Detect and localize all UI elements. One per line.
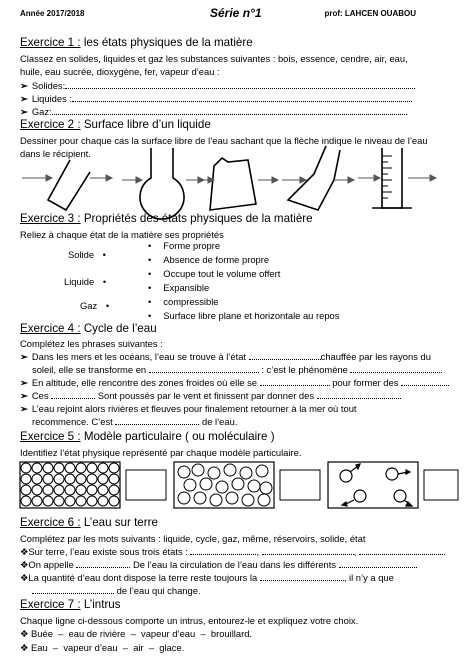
particle — [258, 494, 270, 506]
page-title: Série n°1 — [210, 6, 262, 20]
particle — [76, 474, 86, 484]
arrow-bullet-icon: ➢ — [20, 390, 28, 401]
answer-blank[interactable] — [51, 390, 95, 399]
particle — [178, 492, 190, 504]
answer-blank[interactable] — [76, 559, 130, 568]
arrow-bullet-icon: ➢ — [20, 80, 28, 91]
particle — [76, 496, 86, 506]
arrow-bullet-icon: ➢ — [20, 106, 28, 117]
ex5-number: Exercice 5 : — [20, 430, 81, 443]
answer-box[interactable] — [126, 470, 166, 500]
ex7-word[interactable]: brouillard. — [210, 628, 253, 639]
answer-blank[interactable] — [401, 377, 449, 386]
particle — [54, 474, 64, 484]
particle — [32, 496, 42, 506]
particle — [208, 467, 220, 479]
tilted-beaker-icon — [48, 160, 90, 210]
particle — [43, 474, 53, 484]
ex7-word[interactable]: vapeur d’eau — [63, 642, 118, 653]
particle — [256, 465, 268, 477]
ex1-solides-label: Solides: — [31, 80, 66, 91]
particle — [21, 496, 31, 506]
school-year: Année 2017/2018 — [20, 9, 85, 18]
ex6-instruction: Complétez par les mots suivants : liquide, cycle, gaz, même, réservoirs, solide, état — [20, 533, 366, 544]
particle — [43, 485, 53, 495]
answer-blank[interactable] — [317, 390, 401, 399]
ex7-word[interactable]: vapeur d’eau — [141, 628, 196, 639]
particle — [109, 463, 119, 473]
ex6-line-4: de l’eau qui change. — [32, 585, 201, 596]
particle — [240, 467, 252, 479]
ex7-word[interactable]: eau de rivière — [68, 628, 126, 639]
particle — [260, 482, 272, 494]
answer-blank[interactable] — [72, 93, 412, 102]
gas-model-box — [328, 462, 418, 508]
ex1-number: Exercice 1 : — [20, 36, 81, 49]
level-arrow-icon — [282, 177, 354, 183]
ex4-title: Cycle de l’eau — [83, 322, 157, 335]
ex5-title: Modèle particulaire ( ou moléculaire ) — [83, 430, 275, 443]
diamond-bullet-icon: ❖ — [20, 628, 29, 639]
ex4-line-5: ➢ L’eau rejoint alors rivières et fleuves pour finalement retourner à la mer où tout — [20, 403, 357, 414]
particle — [194, 492, 206, 504]
ex7-word[interactable]: glace. — [159, 642, 185, 653]
answer-blank[interactable] — [350, 364, 442, 373]
ex5-particle-models — [20, 460, 458, 512]
ex4-line-2: soleil, elle se transforme en : c’est le phénomène — [32, 364, 442, 375]
particle — [21, 474, 31, 484]
state-solide: Solide • — [68, 249, 106, 260]
teacher-name: prof: LAHCEN OUABOU — [324, 9, 416, 18]
ex1-heading — [20, 36, 253, 50]
particle — [98, 485, 108, 495]
level-arrow-icon — [196, 177, 278, 183]
particle — [109, 485, 119, 495]
ex1-instruction-1: Classez en solides, liquides et gaz les substances suivantes : bois, essence, cendre, air, eau, — [20, 53, 408, 64]
ex6-line-1: ❖Sur terre, l’eau existe sous trois états : , , — [20, 546, 445, 557]
ex5-instruction: Identifiez l’état physique représenté par chaque modèle particulaire. — [20, 447, 302, 458]
ex4-line-3: ➢ En altitude, elle rencontre des zones froides où elle se pour former des — [20, 377, 449, 388]
answer-blank[interactable] — [359, 546, 445, 555]
ex6-line-3: ❖La quantité d’eau dont dispose la terre reste toujours la , il n’y a que — [20, 572, 394, 583]
answer-blank[interactable] — [65, 80, 415, 89]
particle — [76, 485, 86, 495]
header — [20, 6, 454, 22]
diamond-bullet-icon: ❖ — [20, 546, 29, 557]
level-arrow-icon — [122, 177, 204, 183]
ex4-line-4: ➢ Ces Sont poussés par le vent et finissent par donner des — [20, 390, 401, 401]
answer-box[interactable] — [424, 470, 458, 500]
state-gaz: Gaz • — [80, 300, 110, 311]
round-flask-icon — [140, 148, 184, 219]
answer-blank[interactable] — [32, 585, 114, 594]
particle — [192, 464, 204, 476]
ex2-containers-figure — [18, 140, 458, 212]
particle — [98, 496, 108, 506]
particle — [54, 485, 64, 495]
ex1-instruction-2: huile, eau sucrée, dioxygène, fer, vapeur d’eau : — [20, 66, 220, 77]
arrow-bullet-icon: ➢ — [20, 403, 28, 414]
tilted-bottle-icon — [210, 158, 256, 210]
solid-particles — [21, 463, 119, 506]
ex6-number: Exercice 6 : — [20, 516, 81, 529]
particle — [54, 463, 64, 473]
particle — [43, 496, 53, 506]
prop-5: • compressible — [148, 296, 219, 307]
particle — [21, 463, 31, 473]
particle — [232, 478, 244, 490]
ex7-row-1: ❖ Buée – eau de rivière – vapeur d’eau – brouillard. — [20, 628, 253, 639]
ex7-number: Exercice 7 : — [20, 598, 81, 611]
ex1-liquides-line — [20, 93, 460, 104]
ex3-number: Exercice 3 : — [20, 212, 81, 225]
ex6-line-2: ❖On appelle De l’eau la circulation de l’eau dans les différents — [20, 559, 417, 570]
answer-blank[interactable] — [52, 106, 407, 115]
particle — [65, 485, 75, 495]
ex3-instruction: Reliez à chaque état de la matière ses propriétés — [20, 229, 224, 240]
arrow-bullet-icon: ➢ — [20, 93, 28, 104]
prop-2: • Absence de forme propre — [148, 254, 270, 265]
ex7-word[interactable]: Eau — [31, 642, 48, 653]
ex4-instruction: Complétez les phrases suivantes : — [20, 338, 163, 349]
level-arrow-icon — [358, 175, 436, 181]
ex1-gaz-line — [20, 106, 460, 117]
ex2-instruction-1: Dessiner pour chaque cas la surface libre de l’eau sachant que la flèche indique le niveau de l’eau — [20, 135, 428, 146]
liquid-particles — [178, 464, 272, 506]
ex4-heading — [20, 322, 157, 336]
particle — [87, 485, 97, 495]
prop-6: • Surface libre plane et horizontale au repos — [148, 310, 340, 321]
particle — [87, 496, 97, 506]
diamond-bullet-icon: ❖ — [20, 559, 29, 570]
ex4-line-6: recommence. C’est de l’eau. — [32, 416, 238, 427]
ex1-solides-line — [20, 80, 460, 91]
ex7-heading — [20, 598, 121, 612]
ex3-title: Propriétés des états physiques de la matière — [83, 212, 313, 225]
particle — [226, 492, 238, 504]
ex5-heading — [20, 430, 275, 444]
ex7-title: L’intrus — [83, 598, 121, 611]
answer-blank[interactable] — [115, 416, 199, 425]
diamond-bullet-icon: ❖ — [20, 572, 29, 583]
particle — [109, 496, 119, 506]
particle — [224, 464, 236, 476]
particle — [178, 466, 190, 478]
ex7-word[interactable]: Buée — [31, 628, 53, 639]
particle — [248, 480, 260, 492]
prop-4: • Expansible — [148, 282, 210, 293]
diamond-bullet-icon: ❖ — [20, 642, 29, 653]
answer-blank[interactable] — [339, 559, 417, 568]
particle — [98, 463, 108, 473]
answer-blank[interactable] — [260, 377, 330, 386]
particle — [76, 463, 86, 473]
answer-blank[interactable] — [262, 546, 354, 555]
particle — [32, 463, 42, 473]
prop-3: • Occupe tout le volume offert — [148, 268, 281, 279]
particle — [184, 479, 196, 491]
particle — [87, 474, 97, 484]
ex6-heading — [20, 516, 158, 530]
particle — [98, 474, 108, 484]
particle — [65, 463, 75, 473]
ex2-title: Surface libre d’un liquide — [83, 118, 211, 131]
answer-blank[interactable] — [149, 364, 259, 373]
particle — [87, 463, 97, 473]
ex1-gaz-label: Gaz: — [31, 106, 52, 117]
level-arrow-icon — [22, 175, 112, 181]
particle — [21, 485, 31, 495]
tilted-conical-flask-icon — [288, 146, 340, 210]
particle — [32, 485, 42, 495]
particle — [200, 478, 212, 490]
answer-box[interactable] — [280, 470, 320, 500]
answer-blank[interactable] — [190, 546, 256, 555]
answer-blank[interactable] — [260, 572, 344, 581]
particle — [54, 496, 64, 506]
ex2-instruction-2: dans le récipient. — [20, 148, 91, 159]
prop-1: • Forme propre — [148, 240, 221, 251]
ex4-number: Exercice 4 : — [20, 322, 81, 335]
ex2-number: Exercice 2 : — [20, 118, 81, 131]
ex7-word[interactable]: air — [133, 642, 144, 653]
particle — [216, 481, 228, 493]
particle — [65, 474, 75, 484]
ex1-title: les états physiques de la matière — [83, 36, 253, 49]
particle — [43, 463, 53, 473]
particle — [109, 474, 119, 484]
state-liquide: Liquide • — [64, 276, 107, 287]
ex7-instruction: Chaque ligne ci-dessous comporte un intrus, entourez-le et expliquez votre choix. — [20, 615, 359, 626]
ex1-liquides-label: Liquides : — [31, 93, 72, 104]
arrow-bullet-icon: ➢ — [20, 351, 28, 362]
ex2-heading — [20, 118, 211, 132]
answer-blank[interactable] — [249, 351, 321, 360]
arrow-bullet-icon: ➢ — [20, 377, 28, 388]
ex4-line-1: ➢ Dans les mers et les océans, l’eau se trouve à l’état chauffée par les rayons du — [20, 351, 431, 362]
particle — [242, 494, 254, 506]
particle — [65, 496, 75, 506]
gas-particles — [340, 464, 412, 506]
ex3-heading — [20, 212, 313, 226]
particle — [210, 494, 222, 506]
particle — [32, 474, 42, 484]
ex7-row-2: ❖ Eau – vapeur d’eau – air – glace. — [20, 642, 185, 653]
ex6-title: L’eau sur terre — [83, 516, 158, 529]
